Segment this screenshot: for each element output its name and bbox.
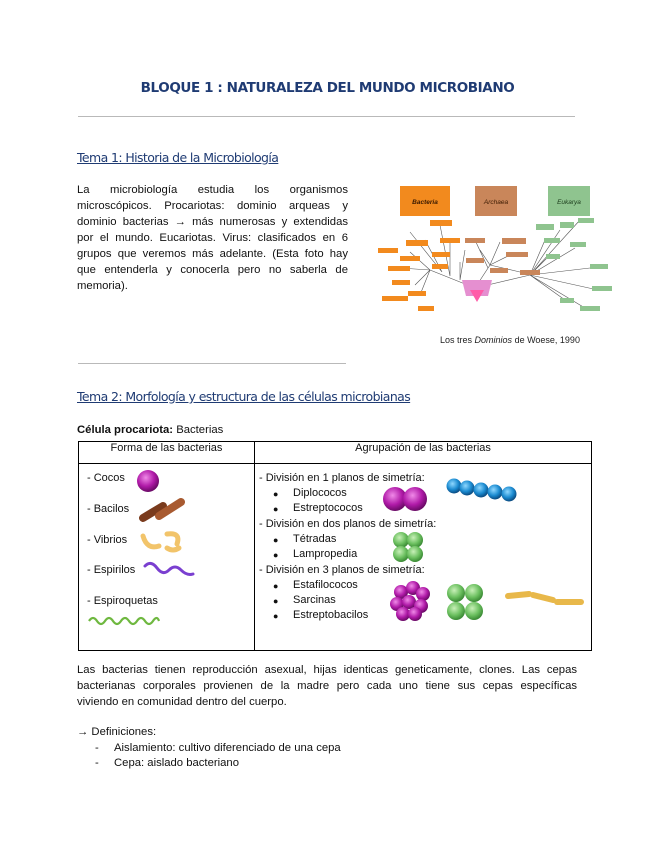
cell-type-rest: Bacterias: [176, 424, 224, 436]
caption-italic: Dominios: [474, 335, 513, 345]
streptococci-illustration: [445, 476, 525, 506]
group-title: - División en 1 planos de simetría:: [259, 472, 425, 484]
group-item: Lampropedia: [293, 548, 358, 560]
shape-item: - Cocos: [87, 472, 125, 484]
col2-header: Agrupación de las bacterias: [255, 442, 592, 464]
tema1-heading: Tema 1: Historia de la Microbiología: [77, 150, 279, 165]
group-item: Estreptococos: [293, 502, 363, 514]
document-title: BLOQUE 1 : NATURALEZA DEL MUNDO MICROBIANO: [140, 80, 515, 96]
para-line: bacterianas corporales provienen de la madre pero cada uno tiene sus cepas específicas: [77, 680, 577, 692]
eukarya-domain-label: Eukarya: [557, 199, 581, 206]
definitions-title: → Definiciones:: [77, 726, 157, 738]
group-title: - División en 3 planos de simetría:: [259, 564, 425, 576]
tema1-line: que entenderla y conocerla pero no saberla de: [77, 264, 348, 276]
tema1-line: microscópicos. Procariotas: dominio arqueas y: [77, 200, 348, 212]
sarcina-illustration: [445, 582, 487, 624]
bullet: ●: [273, 611, 279, 621]
group-item: Tétradas: [293, 533, 337, 545]
phylogenetic-tree-figure: [370, 180, 615, 325]
para-line: viviendo en comunidad dentro del cuerpo.: [77, 696, 287, 708]
para-line: Las bacterias tienen reproducción asexual, hijas identicas geneticamente, clones. Las cepas: [77, 664, 577, 676]
tema1-line: por el mundo. Eucariotas. Virus: clasificados en 6: [77, 232, 348, 244]
tema1-paragraph: [77, 182, 348, 294]
spirochete-illustration: [87, 614, 161, 628]
vibrio-illustration: [137, 528, 189, 556]
definition-text: Aislamiento: cultivo diferenciado de una cepa: [114, 741, 341, 754]
col1-header: Forma de las bacterias: [79, 442, 255, 464]
caption-pre: Los tres: [440, 335, 473, 345]
diplococci-illustration: [381, 484, 431, 514]
tema2-heading: Tema 2: Morfología y estructura de las células microbianas: [77, 389, 411, 404]
title-divider: [78, 116, 575, 117]
shape-item: - Bacilos: [87, 503, 130, 515]
bullet: ●: [273, 489, 279, 499]
bacteria-domain-label: Bacteria: [412, 199, 438, 206]
cell-type-label: [77, 424, 223, 436]
caption-post: de Woese, 1990: [514, 335, 580, 345]
bullet: ●: [273, 504, 279, 514]
tema1-line: La microbiología estudia los organismos: [77, 184, 348, 196]
spirillum-illustration: [141, 558, 197, 580]
morphology-table: [78, 441, 592, 651]
group-item: Estafilococos: [293, 579, 358, 591]
group-item: Sarcinas: [293, 594, 336, 606]
tema1-line: memoria).: [77, 280, 128, 292]
coccus-illustration: [135, 468, 161, 494]
definition-item: - Cepa: aislado bacteriano: [95, 757, 239, 769]
definitions-block: [77, 725, 341, 772]
staphylococci-illustration: [389, 580, 433, 622]
shape-item: - Espirilos: [87, 564, 136, 576]
bullet: ●: [273, 535, 279, 545]
bullet: ●: [273, 550, 279, 560]
bacillus-illustration: [137, 496, 189, 524]
definition-item: - Aislamiento: cultivo diferenciado de una cepa: [95, 741, 341, 754]
definition-text: Cepa: aislado bacteriano: [114, 757, 239, 769]
group-title: - División en dos planos de simetría:: [259, 518, 437, 530]
groupings-cell: [255, 464, 592, 651]
archaea-domain-label: Archaea: [483, 199, 509, 206]
shapes-cell: [79, 464, 255, 651]
shape-item: - Espiroquetas: [87, 595, 158, 607]
reproduction-paragraph: [77, 662, 577, 710]
bullet: ●: [273, 596, 279, 606]
group-item: Diplococos: [293, 487, 347, 499]
tema1-line: grupos que veremos más adelante. (Esta foto hay: [77, 248, 348, 260]
tetrad-illustration: [391, 530, 425, 564]
tema1-divider: [78, 363, 346, 364]
shape-item: - Vibrios: [87, 534, 128, 546]
bullet: ●: [273, 581, 279, 591]
tema1-line: dominio bacterias → más numerosas y extendidas: [77, 216, 348, 228]
cell-type-bold: Célula procariota:: [77, 424, 174, 436]
streptobacilli-illustration: [503, 588, 587, 612]
figure-caption: [440, 335, 580, 345]
group-item: Estreptobacilos: [293, 609, 369, 621]
